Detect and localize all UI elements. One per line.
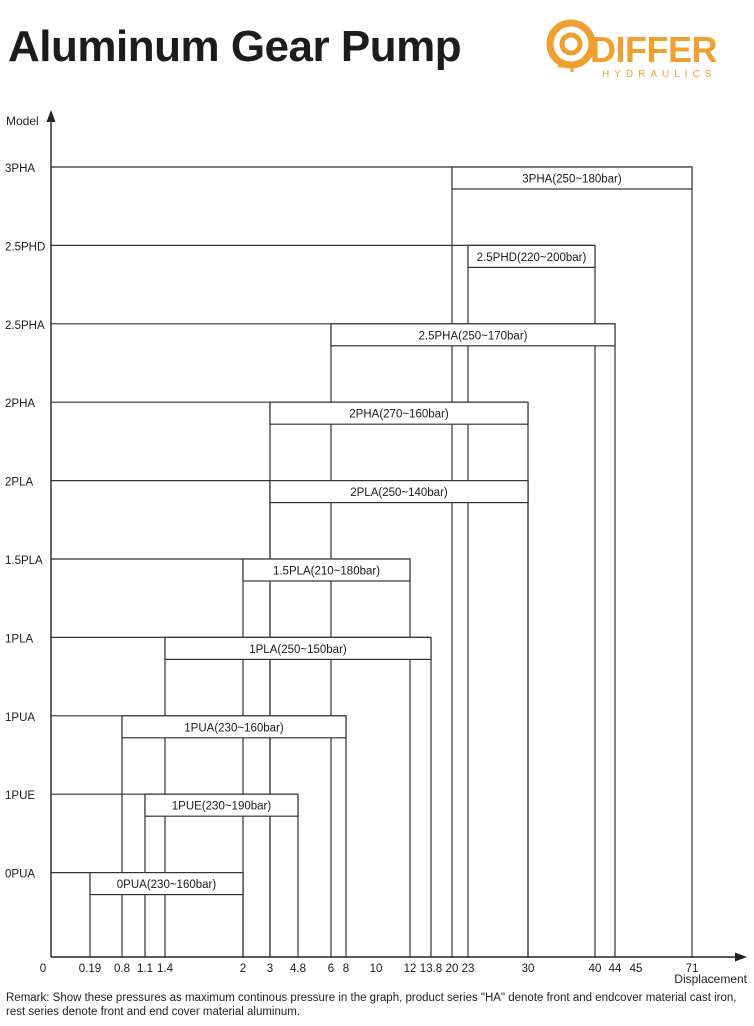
range-bar-label: 2.5PHA(250~170bar) [418,330,528,343]
range-bar-label: 2PHA(270~160bar) [349,408,449,421]
y-tick-label: 2PHA [5,398,36,411]
x-tick-label: 2 [239,963,247,975]
remark-note: Remark: Show these pressures as maximum continous pressure in the graph, product series "HA" denote front and endcover material cast iron, rest series denote front and end cover material aluminum. [6,992,737,1018]
x-axis-arrow-icon [735,953,747,962]
x-tick-label: 8 [342,963,350,975]
x-tick-label: 0.19 [78,963,102,975]
x-tick-label: 1.4 [157,963,173,975]
x-tick-label: 3 [266,963,274,975]
x-tick-label: 0.8 [114,963,130,975]
x-tick-label: 44 [608,963,622,975]
x-tick-label: 10 [369,963,383,975]
x-tick-label: 1.1 [137,963,153,975]
range-bar-label: 3PHA(250~180bar) [522,173,622,186]
x-tick-label: 13.8 [419,963,443,975]
x-tick-label: 40 [588,963,602,975]
x-axis-title: Displacement [674,972,747,986]
x-tick-label: 23 [461,963,475,975]
x-tick-label: 71 [685,963,699,975]
y-tick-label: 1.5PLA [5,555,43,567]
y-tick-labels [5,163,45,881]
y-tick-label: 2.5PHD [5,241,46,254]
brand-subtitle: HYDRAULICS [602,69,717,80]
y-axis-arrow-icon [47,110,56,122]
logo-ring-icon [550,23,592,72]
x-tick-label: 45 [629,963,643,975]
chart-axes [47,110,748,962]
range-bar-label: 2.5PHD(220~200bar) [476,251,587,264]
x-tick-labels [40,963,699,975]
x-tick-label: 6 [327,963,335,975]
y-tick-label: 3PHA [5,163,36,175]
range-bar-label: 1PUA(230~160bar) [184,722,284,735]
y-tick-label: 1PUA [5,711,36,724]
x-tick-label: 12 [403,963,417,975]
y-tick-label: 1PUE [5,790,36,803]
x-tick-label: 20 [445,963,459,975]
brand-name: DIFFER [590,29,717,70]
y-tick-label: 2PLA [5,476,34,489]
range-bar-label: 1PUE(230~190bar) [171,800,272,813]
y-tick-label: 2.5PHA [5,319,45,332]
range-bar-label: 0PUA(230~160bar) [116,879,217,892]
range-bar-label: 1.5PLA(210~180bar) [272,565,381,578]
x-tick-label: 30 [521,963,535,975]
range-bars [90,167,692,895]
displacement-chart [0,105,754,990]
x-tick-label: 0 [39,963,47,975]
y-tick-label: 0PUA [5,868,36,881]
y-axis-title: Model [6,114,39,128]
range-bar-label: 2PLA(250~140bar) [350,487,448,500]
x-tick-label: 4.8 [290,963,306,975]
page-title: Aluminum Gear Pump [8,22,462,71]
range-bar-label: 1PLA(250~150bar) [249,643,347,656]
brand-logo [544,14,744,82]
y-tick-label: 1PLA [5,633,34,646]
